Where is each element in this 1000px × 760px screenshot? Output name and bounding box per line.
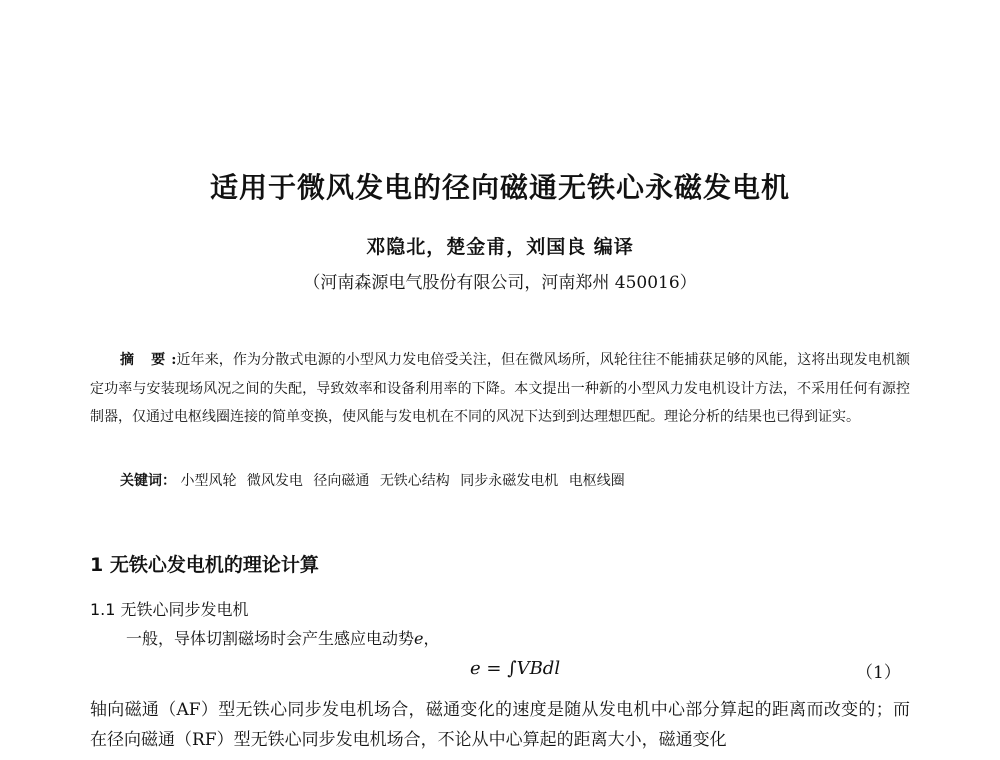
intro-end: ，: [423, 629, 440, 648]
abstract-text: 近年来，作为分散式电源的小型风力发电倍受关注，但在微风场所，风轮往往不能捕获足够的风能，这将出现发电机额定功率与安装现场风况之间的失配，导致效率和设备利用率的下降。本文提出一种新的小型风力发电机设计方法，不采用任何有源控制器，仅通过电枢线圈连接的简单变换，使风能与发电机在不同的风况下达到到达理想匹配。理论分析的结果也已得到证实。: [90, 352, 911, 426]
abstract-colon: :: [171, 352, 177, 368]
keyword: 同步永磁发电机: [460, 473, 559, 489]
intro-variable: e: [414, 629, 424, 648]
keyword: 无铁心结构: [379, 473, 450, 489]
intro-text: 一般，导体切割磁场时会产生感应电动势: [126, 629, 415, 648]
equation-number: （1）: [856, 663, 901, 683]
equation-1: [470, 658, 560, 679]
keyword: 电枢线圈: [568, 473, 625, 489]
keyword: 径向磁通: [313, 473, 370, 489]
authors-line: 邓隐北，楚金甫，刘国良 编译: [366, 236, 634, 258]
keyword: 微风发电: [246, 473, 303, 489]
equation-rhs: VBdl: [516, 658, 561, 679]
keywords-label: 关键词：: [120, 473, 176, 489]
keyword: 小型风轮: [180, 473, 237, 489]
keywords-line: [120, 468, 910, 494]
section-heading: 1 无铁心发电机的理论计算: [90, 554, 319, 576]
intro-sentence: [126, 626, 440, 649]
equation-lhs: e: [470, 658, 481, 679]
equation-equals: =: [480, 658, 508, 679]
abstract-label: 摘 要: [120, 352, 172, 368]
abstract-paragraph: [90, 346, 910, 432]
integral-symbol: ∫: [507, 658, 517, 679]
affiliation-line: （河南森源电气股份有限公司，河南郑州 450016）: [303, 273, 697, 293]
paper-title: 适用于微风发电的径向磁通无铁心永磁发电机: [209, 171, 790, 204]
subsection-heading: 1.1 无铁心同步发电机: [90, 600, 249, 619]
body-paragraph: 轴向磁通（AF）型无铁心同步发电机场合，磁通变化的速度是随从发电机中心部分算起的距离而改变的；而在径向磁通（RF）型无铁心同步发电机场合，不论从中心算起的距离大小，磁通变化: [90, 700, 910, 750]
